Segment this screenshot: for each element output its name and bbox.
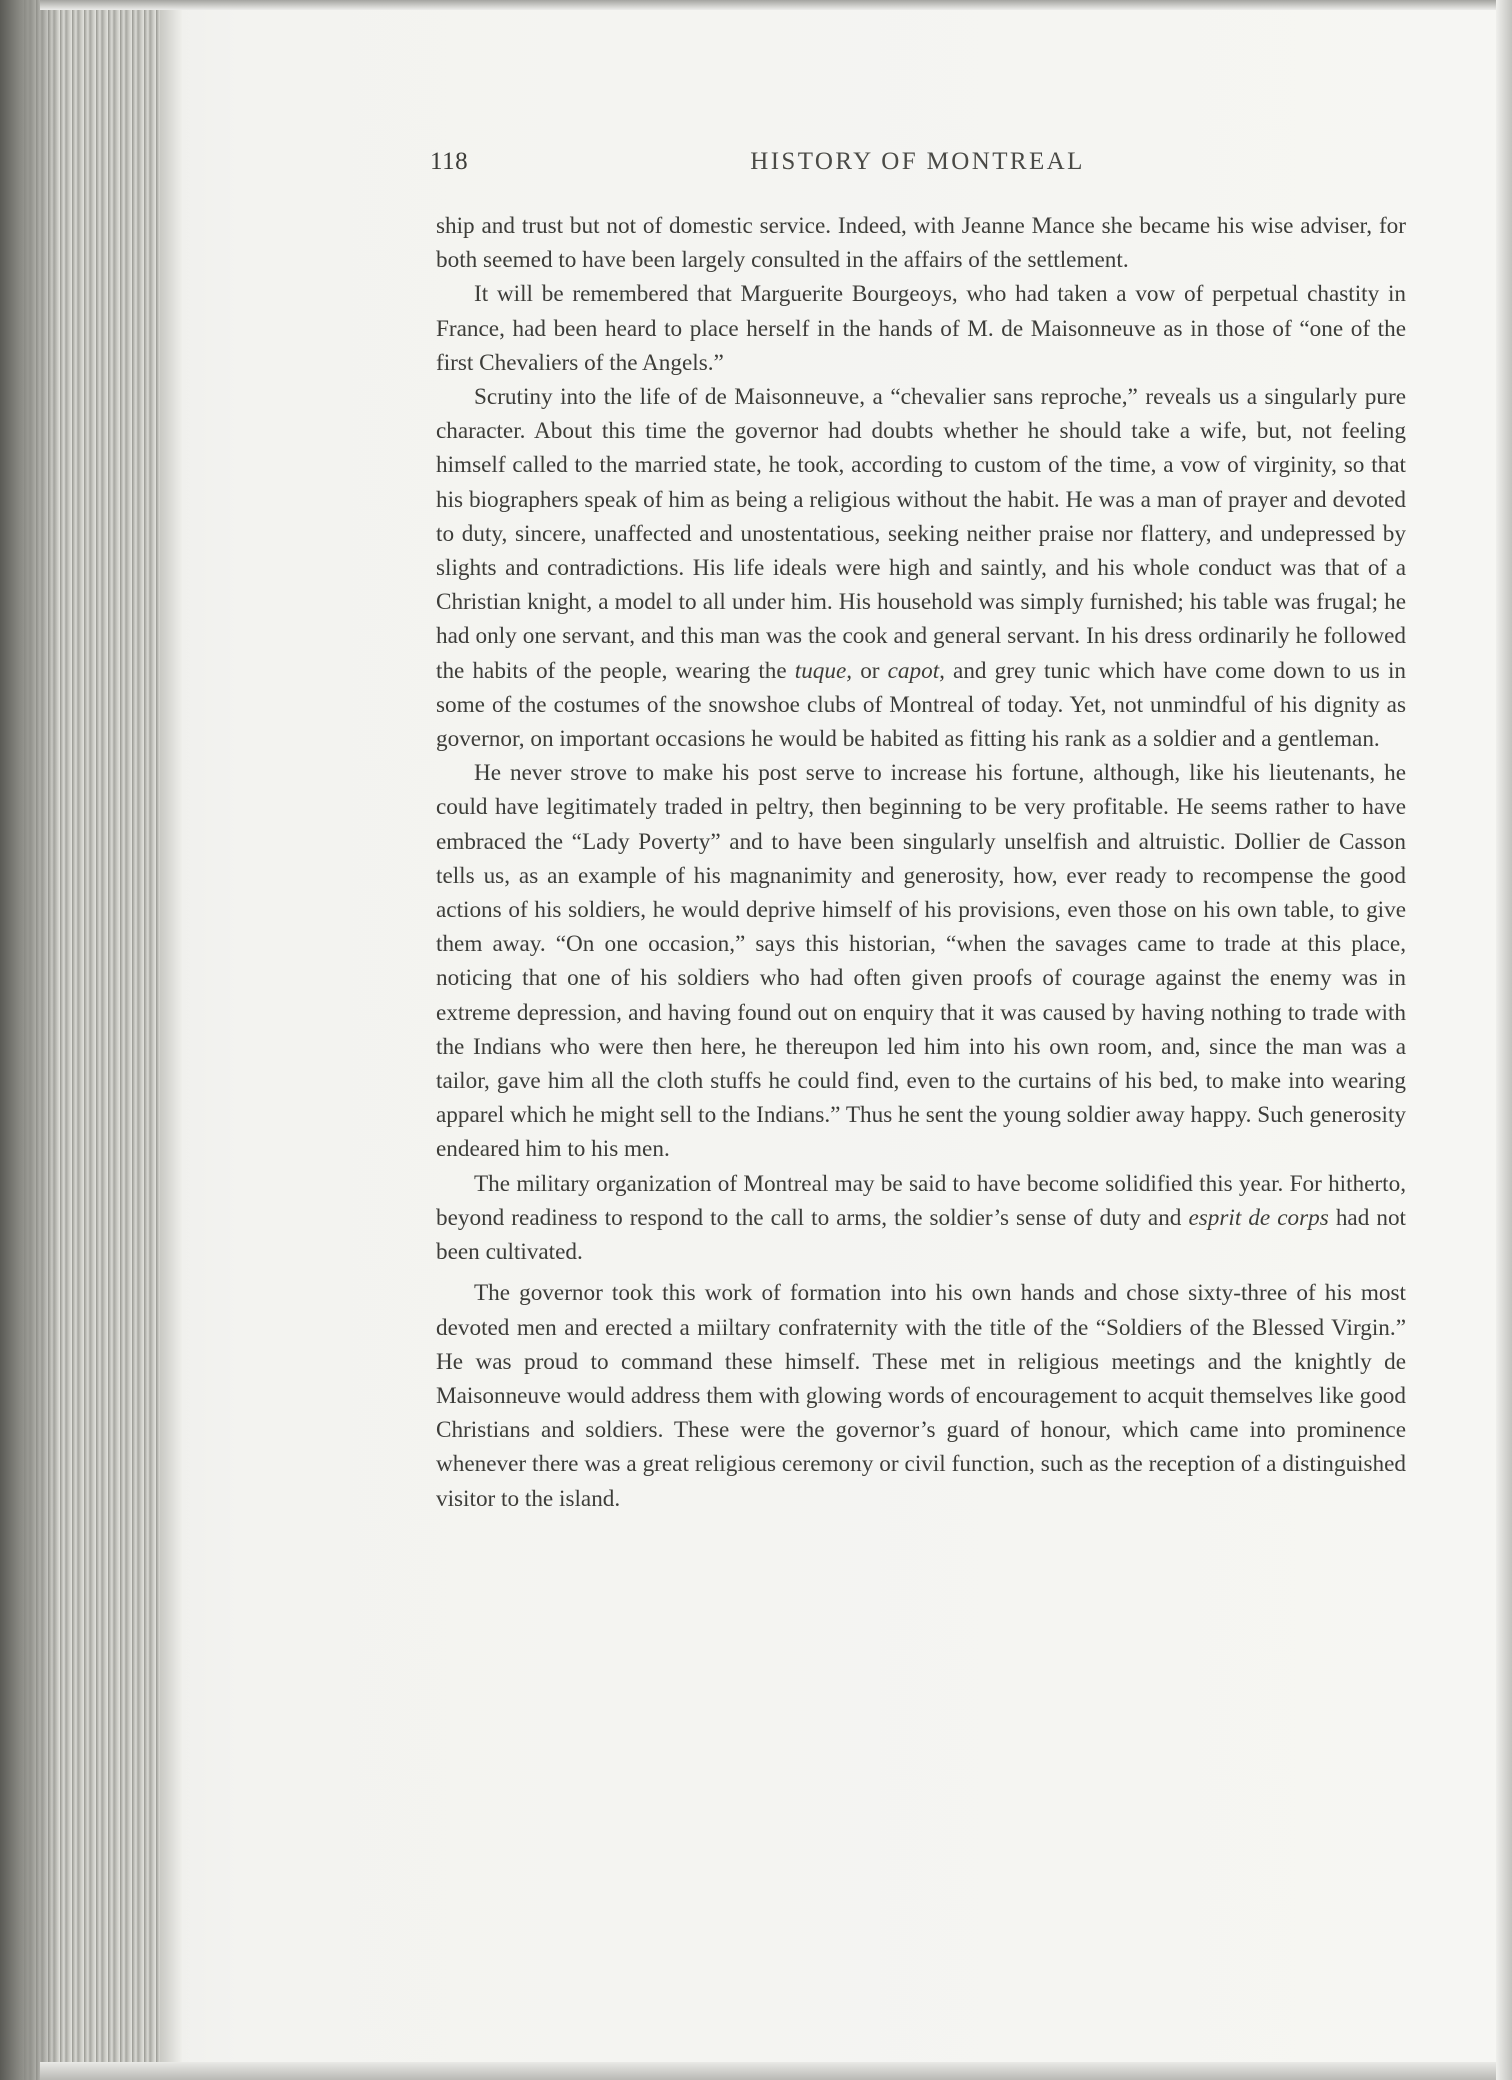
- paragraph-5: [436, 1167, 1406, 1270]
- paragraph-1: ship and trust but not of domestic service. Indeed, with Jeanne Mance she became his wise adviser, for both seemed to have been largely consulted in the affairs of the settlement.: [436, 213, 1406, 274]
- body-text: [436, 209, 1406, 1516]
- running-title: HISTORY OF MONTREAL: [750, 148, 1085, 175]
- paragraph-gap: [436, 1269, 1406, 1276]
- italic-esprit-de-corps: esprit de corps: [1188, 1204, 1329, 1231]
- paragraph-3: [436, 380, 1406, 756]
- page-number: 118: [430, 148, 469, 175]
- top-page-edge: [40, 0, 1512, 10]
- paragraph-5-text-a: The military organization of Montreal may be said to have become solidified this year. For hitherto, beyond readiness to respond to the call to arms, the soldier’s sense of duty and: [436, 1170, 1406, 1231]
- bottom-page-edge: [40, 2062, 1512, 2080]
- paragraph-3-text-b: or: [852, 657, 888, 684]
- binding-shadow: [0, 0, 60, 2080]
- paragraph-4: He never strove to make his post serve to increase his fortune, although, like his lieutenants, he could have legitimately traded in peltry, then beginning to be very profitable. He seems rather to have embraced the “Lady Poverty” and to have been singularly unselfish and altruistic. Dollier de Casson tells us, as an example of his magnanimity and generosity, how, ever ready to recompense the good actions of his soldiers, he would deprive himself of his provisions, even those on his own table, to give them away. “On one occasion,” says this historian, “when the savages came to trade at this place, noticing that one of his soldiers who had often given proofs of courage against the enemy was in extreme depression, and having found out on enquiry that it was caused by having nothing to trade with the Indians who were then here, he thereupon led him into his own room, and, since the man was a tailor, gave him all the cloth stuffs he could find, even to the curtains of his bed, to make into wearing apparel which he might sell to the Indians.” Thus he sent the young soldier away happy. Such generosity endeared him to his men.: [436, 760, 1406, 1163]
- page-gutter: [160, 0, 182, 2080]
- italic-tuque: tuque,: [794, 657, 853, 684]
- right-page-edge: [1496, 0, 1512, 2080]
- paragraph-2: It will be remembered that Marguerite Bourgeoys, who had taken a vow of perpetual chastity in France, had been heard to place herself in the hands of M. de Maisonneuve as in those of “one of the first Chevaliers of the Angels.”: [436, 281, 1406, 376]
- paragraph-6: The governor took this work of formation into his own hands and chose sixty-three of his most devoted men and erected a miiltary confraternity with the title of the “Soldiers of the Blessed Virgin.” He was proud to command these himself. These met in religious meetings and the knightly de Maisonneuve would address them with glowing words of encouragement to acquit themselves like good Christians and soldiers. These were the governor’s guard of honour, which came into prominence whenever there was a great religious ceremony or civil function, such as the reception of a distinguished visitor to the island.: [436, 1280, 1406, 1512]
- paragraph-5-text-b: had not been cultivated.: [436, 1204, 1406, 1266]
- page-header: [430, 148, 1405, 188]
- paragraph-3-text-a: Scrutiny into the life of de Maisonneuve, a “chevalier sans reproche,” reveals us a singularly pure character. About this time the governor had doubts whether he should take a wife, but, not feeling himself called to the married state, he took, according to custom of the time, a vow of virginity, so that his biographers speak of him as being a religious without the habit. He was a man of prayer and devoted to duty, sincere, unaffected and unostentatious, seeking neither praise nor flattery, and undepressed by slights and contradictions. His life ideals were high and saintly, and his whole conduct was that of a Christian knight, a model to all under him. His household was simply furnished; his table was frugal; he had only one servant, and this man was the cook and general servant. In his dress ordinarily he followed the habits of the people, wearing the: [436, 384, 1406, 684]
- italic-capot: capot,: [887, 657, 945, 684]
- paragraph-3-text-c: and grey tunic which have come down to us in some of the costumes of the snowshoe clubs of Montreal of today. Yet, not unmindful of his dignity as governor, on important occasions he would be habited as fitting his rank as a soldier and a gentleman.: [436, 657, 1406, 753]
